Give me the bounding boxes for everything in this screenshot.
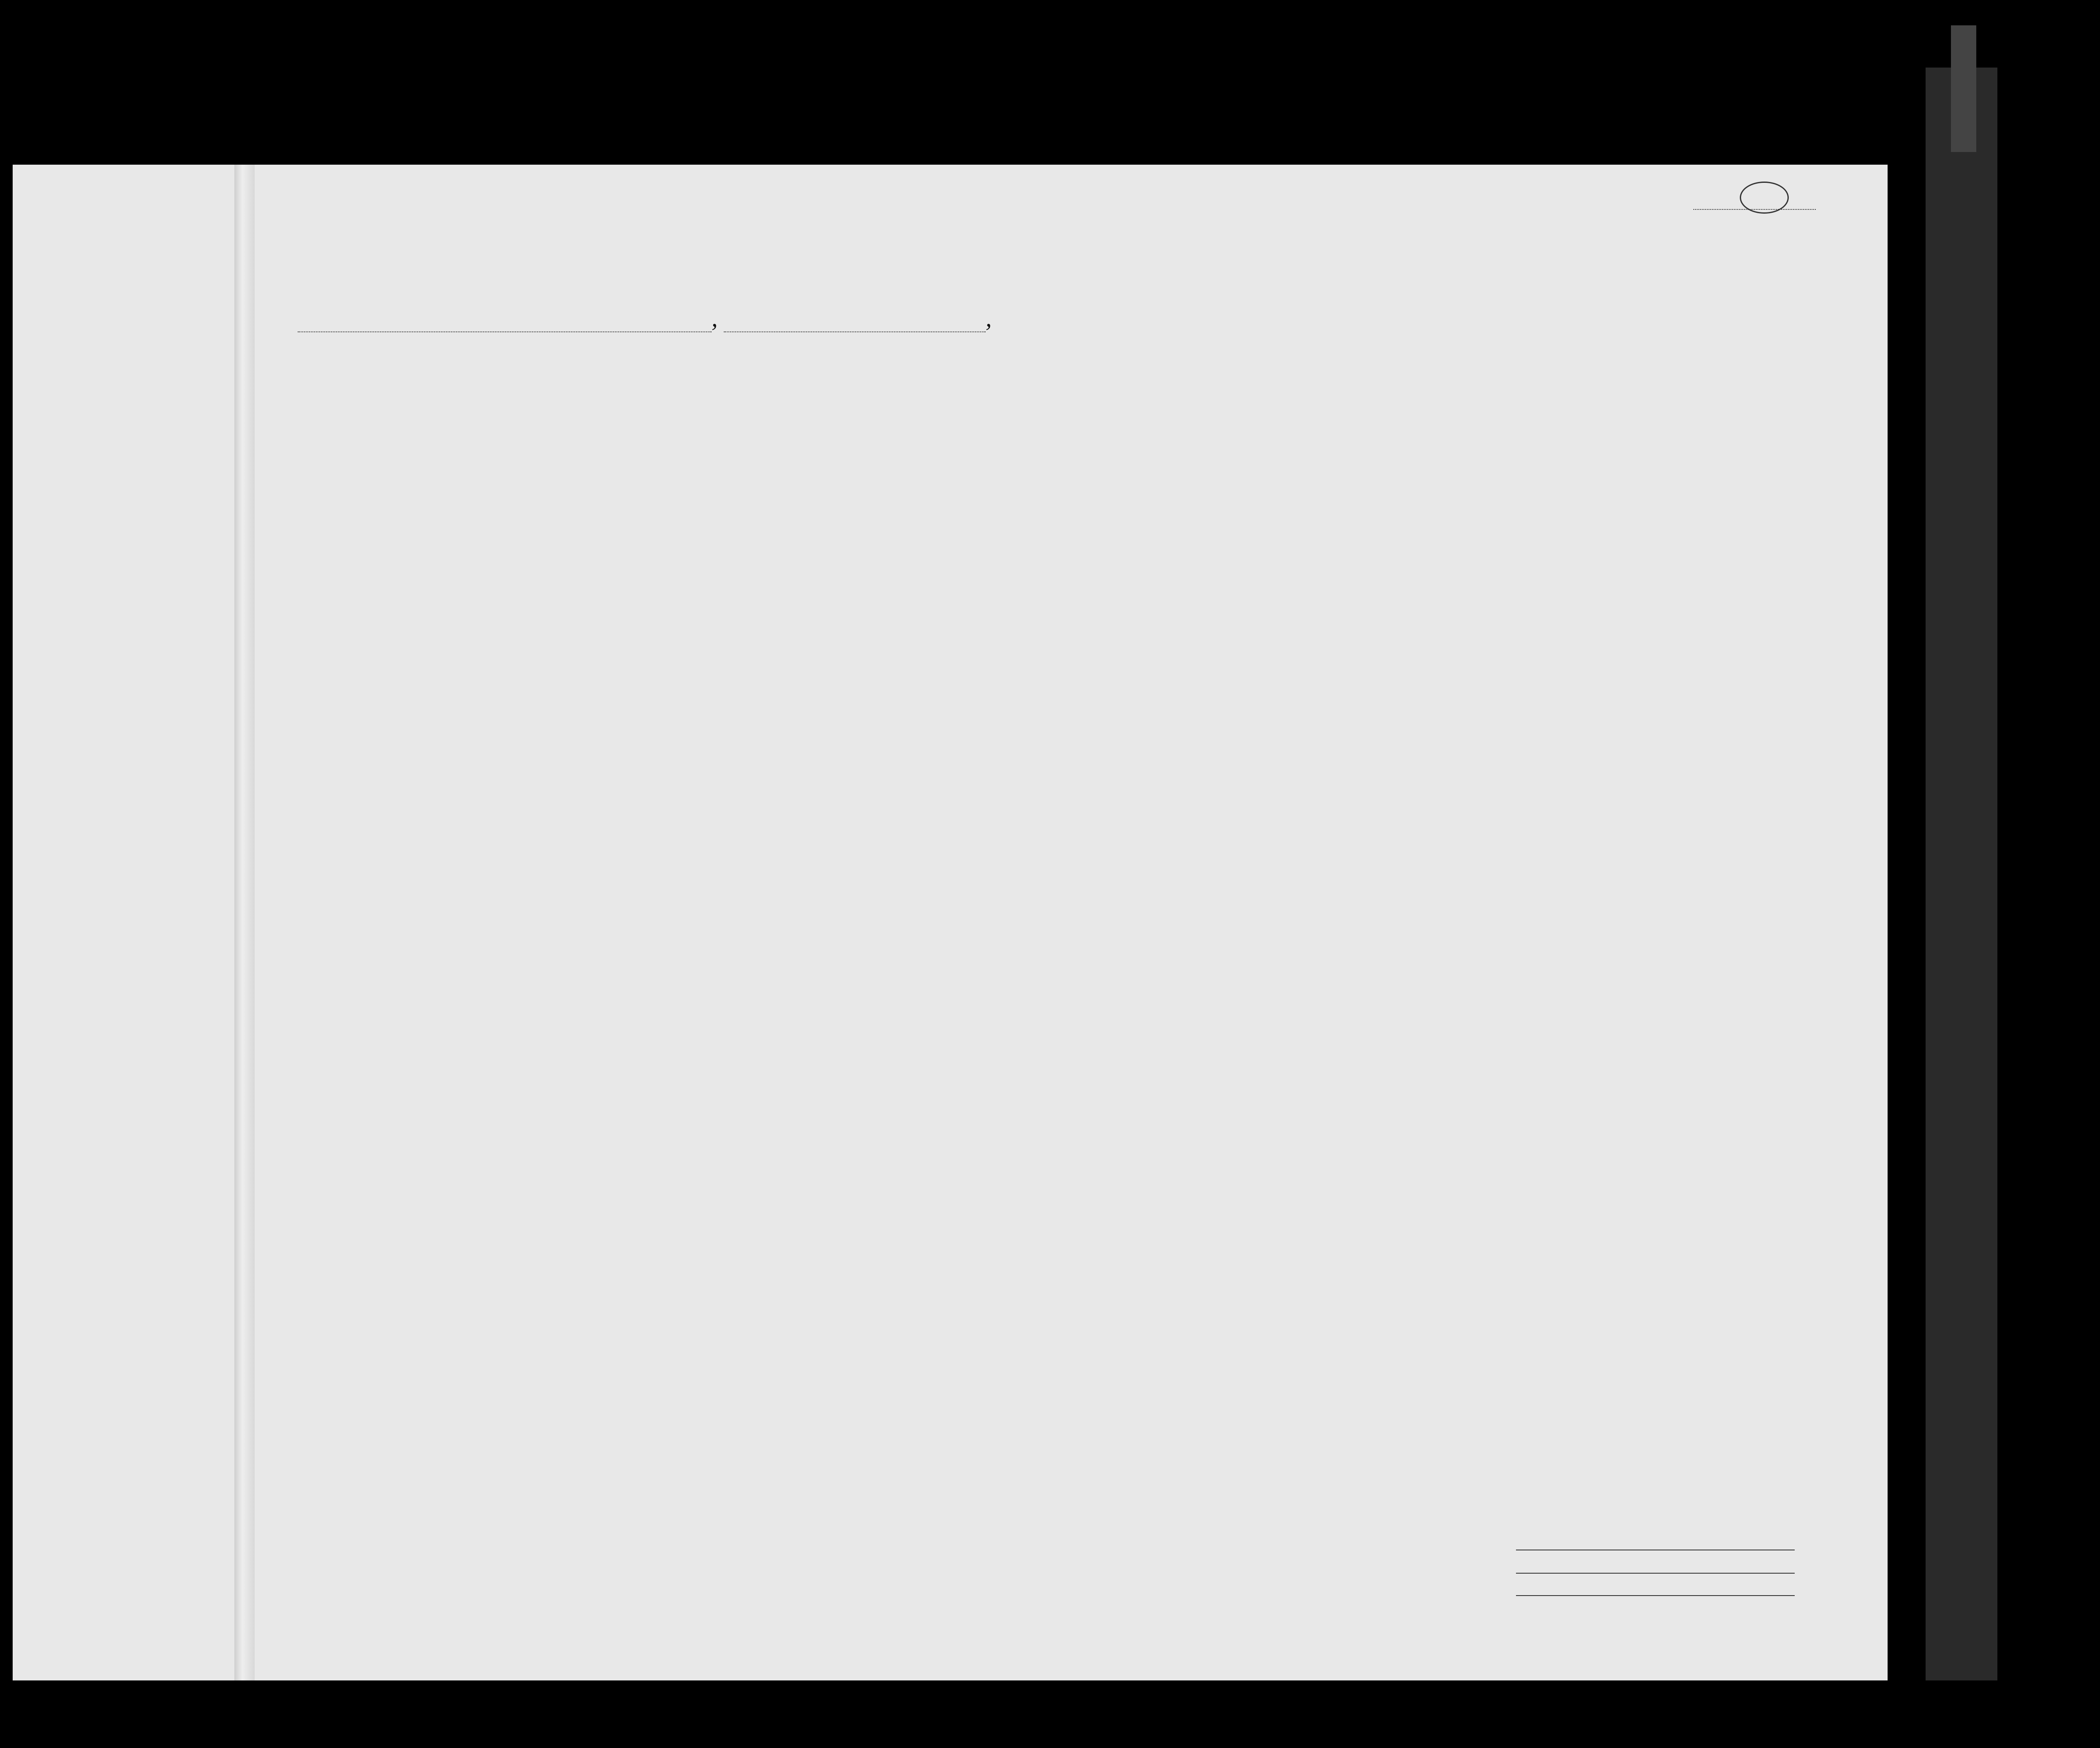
header-purpose-b (1227, 403, 1248, 488)
header-purpose-c (1250, 403, 1271, 488)
header-purpose-a (1195, 403, 1220, 488)
header-labor-offer (1413, 380, 1438, 490)
header-anarchist (1349, 380, 1362, 490)
arriving-line: , , (298, 303, 992, 332)
background-edge (1926, 68, 1997, 1680)
background-edge (1951, 25, 1976, 152)
manifest-sheet (13, 165, 1888, 1680)
list-underline (1693, 209, 1816, 210)
header-ticket (693, 380, 709, 490)
agents-value (1516, 1595, 1795, 1596)
header-excluded (1446, 380, 1463, 490)
page-fold (234, 165, 255, 1680)
header-prison (1280, 380, 1305, 490)
header-money (801, 380, 814, 490)
header-polygamist (1326, 380, 1339, 490)
header-deported (1467, 380, 1484, 490)
owners-value (1516, 1573, 1795, 1574)
header-overthrow (1370, 380, 1408, 490)
header-inches (1610, 448, 1622, 490)
header-feet (1591, 448, 1604, 490)
